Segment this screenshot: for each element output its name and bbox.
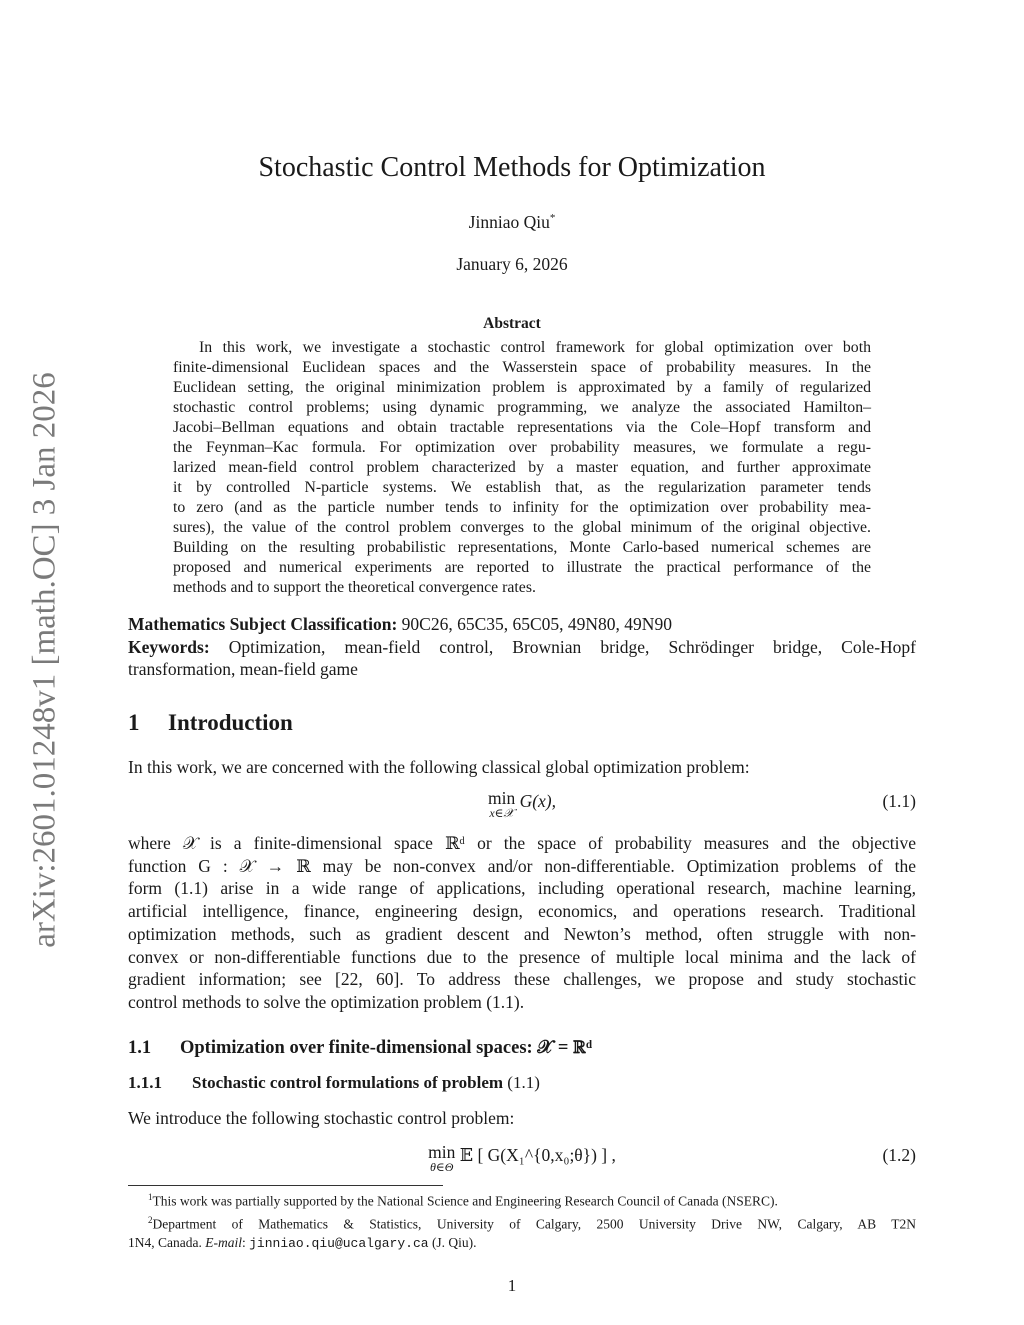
text-line: sures), the value of the control problem converges to the global minimum of the original objective.: [173, 519, 871, 536]
text-line: methods and to support the theoretical convergence rates.: [173, 579, 536, 596]
equation-body: G(x),: [519, 791, 557, 811]
msc-label: Mathematics Subject Classification:: [128, 614, 398, 634]
equation-body: 𝔼 [ G(X₁^{0,x₀;θ}) ] ,: [459, 1145, 616, 1165]
text-line: it by controlled N-particle systems. We establish that, as the regularization parameter tends: [173, 479, 871, 496]
footnote-2: [128, 1211, 916, 1234]
classification-and-keywords: [128, 613, 916, 681]
text-line: artificial intelligence, finance, engineering design, economics, and operations research. Traditional: [128, 901, 916, 922]
msc-line: [128, 613, 916, 636]
paper-title: Stochastic Control Methods for Optimization: [258, 152, 766, 183]
section-title: Introduction: [168, 710, 293, 735]
section-heading: [128, 710, 293, 736]
subsection-heading: [128, 1037, 592, 1059]
text-line: control methods to solve the optimization problem (1.1).: [128, 991, 525, 1012]
text-line: the Feynman–Kac formula. For optimization over probability measures, we formulate a regu-: [173, 439, 871, 456]
text-line: Building on the resulting probabilistic representations, Monte Carlo-based numerical schemes are: [173, 539, 871, 556]
keywords-line: [128, 636, 916, 659]
min-subscript: θ∈Θ: [430, 1160, 454, 1174]
min-operator: min: [428, 1142, 456, 1162]
text-line: In this work, we investigate a stochastic control framework for global optimization over both: [199, 339, 871, 356]
subsubsection-title: Stochastic control formulations of problem: [192, 1073, 508, 1092]
subsubsection-number: 1.1.1: [128, 1073, 162, 1092]
subsection-title: Optimization over finite-dimensional spaces: 𝒳 = ℝᵈ: [180, 1038, 593, 1058]
footnote-text: 1N4, Canada.: [128, 1235, 206, 1250]
text-line: Euclidean setting, the original minimization problem is approximated by a family of regularized: [173, 379, 871, 396]
keywords-value: Optimization, mean-field control, Brownian bridge, Schrödinger bridge, Cole-Hopf: [209, 636, 916, 657]
subsubsection-heading: [128, 1073, 540, 1093]
page-number: 1: [507, 1276, 517, 1295]
equation-tag: (1.1): [882, 791, 916, 811]
keywords-label: Keywords:: [128, 636, 210, 657]
text-line: form (1.1) arise in a wide range of applications, including operational research, machine learning,: [128, 878, 916, 899]
author-name: Jinniao Qiu: [468, 212, 550, 232]
date: January 6, 2026: [456, 254, 568, 274]
min-subscript: x∈𝒳: [489, 806, 514, 820]
footnote-1: [128, 1188, 916, 1211]
author-footnote-mark: *: [549, 212, 556, 225]
text-line: function G : 𝒳 → ℝ may be non-convex and/or non-differentiable. Optimization problems of the: [128, 855, 916, 876]
subsection-number: 1.1: [128, 1038, 152, 1058]
author: [0, 212, 1024, 233]
text-line: Jacobi–Bellman equations and obtain tractable representations via the Cole–Hopf transform and: [173, 419, 871, 436]
abstract-heading: Abstract: [483, 315, 541, 332]
text-line: finite-dimensional Euclidean spaces and the Wasserstein space of probability measures. In the: [173, 359, 871, 376]
intro-2: We introduce the following stochastic control problem:: [128, 1108, 515, 1128]
equation-tag: (1.2): [882, 1145, 916, 1165]
msc-value: 90C26, 65C35, 65C05, 49N80, 49N90: [397, 614, 672, 634]
intro-lead: In this work, we are concerned with the following classical global optimization problem:: [128, 757, 750, 777]
keywords-line-2: transformation, mean-field game: [128, 659, 358, 680]
text-line: proposed and numerical experiments are reported to illustrate the practical performance of the: [173, 559, 871, 576]
email-label: E-mail: [205, 1235, 242, 1250]
text-line: stochastic control problems; using dynamic programming, we analyze the associated Hamilton–: [173, 399, 871, 416]
section-number: 1: [128, 710, 140, 735]
footnote-text: (J. Qiu).: [428, 1235, 477, 1250]
abstract-body: [173, 338, 871, 598]
intro-paragraph: [128, 832, 916, 1014]
min-operator: min: [487, 788, 516, 808]
footnote-mark: 1: [148, 1192, 153, 1202]
text-line: optimization methods, such as gradient descent and Newton’s method, often struggle with non-: [128, 923, 916, 944]
footnote-text: Department of Mathematics & Statistics, University of Calgary, 2500 University Drive NW, Calgary, AB T2N: [152, 1216, 916, 1231]
text-line: gradient information; see [22, 60]. To address these challenges, we propose and study stochastic: [128, 969, 916, 990]
footnote-mark: 2: [148, 1214, 153, 1225]
footnote-rule: [128, 1185, 443, 1186]
text-line: to zero (and as the particle number tends to infinity for the optimization over probability mea-: [173, 499, 871, 516]
text-line: where 𝒳 is a finite-dimensional space ℝᵈ or the space of probability measures and the objective: [128, 833, 916, 853]
arxiv-identifier-sidebar: arXiv:2601.01248v1 [math.OC] 3 Jan 2026: [26, 372, 63, 948]
equation-ref: (1.1): [507, 1073, 540, 1092]
footnote-text: This work was partially supported by the National Science and Engineering Research Council of Canada (NSERC).: [152, 1193, 778, 1209]
footnotes: [128, 1188, 916, 1253]
text-line: convex or non-differentiable functions due to the presence of multiple local minima and the lack of: [128, 946, 916, 967]
email-link[interactable]: jinniao.qiu@ucalgary.ca: [249, 1236, 429, 1251]
footnote-2-cont: 1N4, Canada. E-mail: jinniao.qiu@ucalgary.ca (J. Qiu).: [128, 1235, 477, 1251]
text-line: larized mean-field control problem characterized by a master equation, and further approximate: [173, 459, 871, 476]
